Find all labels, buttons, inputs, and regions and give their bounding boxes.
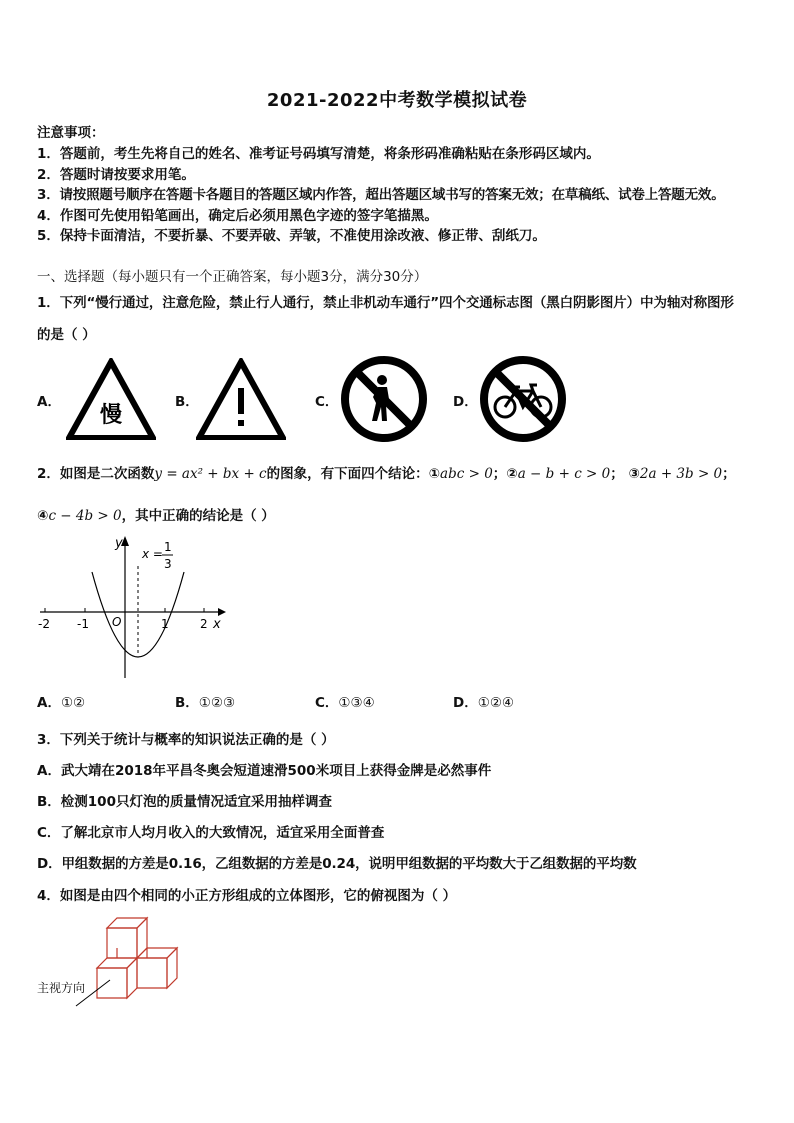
question-2-stem-cont xyxy=(37,504,275,524)
q2-option-d-text: ①②④ xyxy=(477,695,515,711)
q2-c1-mark: ① xyxy=(428,466,441,482)
q2-line2-end: ，其中正确的结论是（ ） xyxy=(121,508,275,524)
graph-frac-num: 1 xyxy=(164,540,172,554)
q2-c3-end: ； xyxy=(722,466,736,482)
question-1-stem: 1．下列“慢行通过，注意危险，禁止行人通行，禁止非机动车通行”四个交通标志图（黑白阴影图片）中为轴对称图形 xyxy=(37,295,734,311)
q2-option-a-text: ①② xyxy=(60,695,86,711)
q1-sign-no-bicycle xyxy=(478,355,568,443)
sign-slow-text: 慢 xyxy=(99,403,123,428)
graph-tick-label: 2 xyxy=(200,617,208,631)
graph-tick-label: -2 xyxy=(38,617,50,631)
q3-option-a: A．武大靖在2018年平昌冬奥会短道速滑500米项目上获得金牌是必然事件 xyxy=(37,763,492,779)
question-3-stem: 3．下列关于统计与概率的知识说法正确的是（ ） xyxy=(37,732,335,748)
notice-item: 5．保持卡面清洁，不要折暴、不要弄破、弄皱，不准使用涂改液、修正带、刮纸刀。 xyxy=(37,228,546,244)
q1-sign-danger xyxy=(196,358,286,440)
q1-option-d-label: D． xyxy=(453,394,478,410)
q1-option-a-label: A． xyxy=(37,394,61,410)
q1-sign-no-pedestrian xyxy=(340,355,428,443)
graph-frac-den: 3 xyxy=(164,557,172,571)
q4-cube-figure xyxy=(70,910,190,1010)
q2-prefix: 2．如图是二次函数 xyxy=(37,466,155,482)
q2-option-d-label: D． xyxy=(453,695,478,711)
notice-item: 1．答题前，考生先将自己的姓名、准考证号码填写清楚，将条形码准确粘贴在条形码区域内。 xyxy=(37,146,600,162)
q2-option-d xyxy=(453,691,514,711)
q2-c4-mark: ④ xyxy=(37,508,49,524)
graph-y-label: y xyxy=(115,536,123,551)
graph-tick-label: 1 xyxy=(161,617,169,631)
q3-option-d: D．甲组数据的方差是0.16，乙组数据的方差是0.24，说明甲组数据的平均数大于乙组数据的平均数 xyxy=(37,856,637,872)
q3-option-b: B．检测100只灯泡的质量情况适宜采用抽样调查 xyxy=(37,794,332,810)
notice-item: 2．答题时请按要求用笔。 xyxy=(37,167,195,183)
notice-heading: 注意事项： xyxy=(37,125,105,141)
q2-mid: 的图象，有下面四个结论： xyxy=(266,466,429,482)
q2-function: y = ax² + bx + c xyxy=(154,466,267,482)
q2-c3-mark: ； ③ xyxy=(610,466,640,482)
q2-option-b-label: B． xyxy=(175,695,199,711)
q2-option-b-text: ①②③ xyxy=(198,695,236,711)
question-1-stem-cont: 的是（ ） xyxy=(37,327,96,343)
page-title: 2021-2022中考数学模拟试卷 xyxy=(266,90,528,111)
q2-option-c-text: ①③④ xyxy=(338,695,375,711)
q2-c2: a − b + c > 0 xyxy=(517,466,611,482)
q1-sign-slow xyxy=(66,358,156,440)
q2-option-b xyxy=(175,691,235,711)
q2-option-c-label: C． xyxy=(315,695,339,711)
q2-option-a-label: A． xyxy=(37,695,61,711)
q1-option-b-label: B． xyxy=(175,394,199,410)
q2-c4: c − 4b > 0 xyxy=(48,508,122,524)
graph-origin-label: O xyxy=(112,615,122,629)
question-4-stem: 4．如图是由四个相同的小正方形组成的立体图形，它的俯视图为（ ） xyxy=(37,888,457,904)
section-heading: 一、选择题（每小题只有一个正确答案，每小题3分，满分30分） xyxy=(37,269,428,285)
q2-option-a xyxy=(37,691,85,711)
q4-view-direction-label: 主视方向 xyxy=(37,981,86,995)
q3-option-c: C．了解北京市人均月收入的大致情况，适宜采用全面普查 xyxy=(37,825,385,841)
q2-parabola-graph xyxy=(30,532,230,680)
q2-c2-mark: ；② xyxy=(492,466,518,482)
graph-tick-label: -1 xyxy=(77,617,89,631)
q2-c1: abc > 0 xyxy=(440,466,493,482)
graph-x-label: x xyxy=(213,617,221,632)
notice-item: 4．作图可先使用铅笔画出，确定后必须用黑色字迹的签字笔描黑。 xyxy=(37,208,438,224)
question-2-stem xyxy=(37,462,736,482)
q2-option-c xyxy=(315,691,375,711)
notice-item: 3．请按照题号顺序在答题卡各题目的答题区域内作答，超出答题区域书写的答案无效；在草稿纸、试卷上答题无效。 xyxy=(37,187,725,203)
graph-axis-eq: x = xyxy=(142,547,163,561)
q1-option-c-label: C． xyxy=(315,394,339,410)
q2-c3: 2a + 3b > 0 xyxy=(639,466,723,482)
